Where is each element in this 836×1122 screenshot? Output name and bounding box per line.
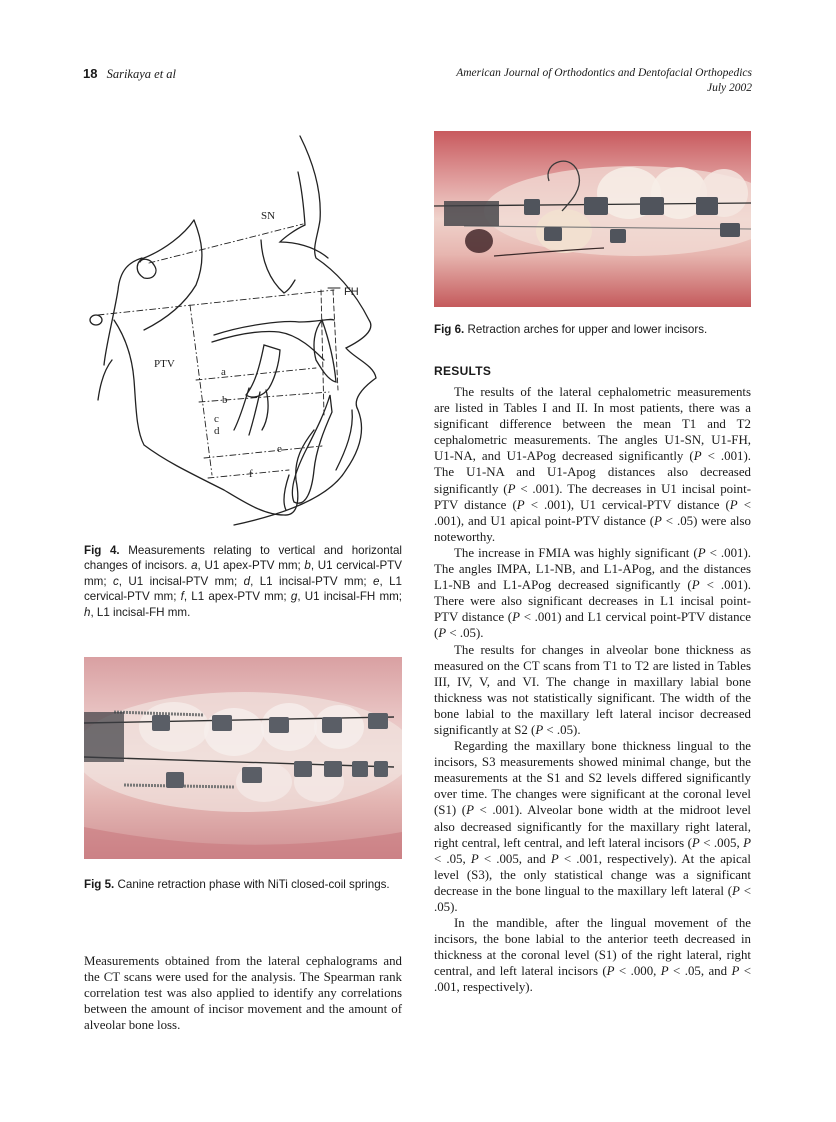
svg-text:f: f	[249, 468, 253, 480]
figure-6-caption-text: Retraction arches for upper and lower incisors.	[467, 323, 708, 336]
results-paragraph-3: The results for changes in alveolar bone thickness as measured on the CT scans from T1 to T2 are listed in Tables III, IV, V, and VI. The change in maxillary labial bone thickness was not statistically significant. The width of the bone labial to the maxillary left lateral incisor decreased significantly at S2 (P < .05).	[434, 642, 751, 737]
svg-text:d: d	[214, 425, 220, 437]
issue-date: July 2002	[706, 82, 752, 94]
methods-continuation-paragraph: Measurements obtained from the lateral cephalograms and the CT scans were used for the analysis. The Spearman rank correlation test was also applied to identify any correlations between the amount of incisor movement and the amount of alveolar bone loss.	[84, 954, 402, 1033]
svg-text:a: a	[221, 366, 226, 378]
figure-5-label: Fig 5.	[84, 878, 115, 891]
results-paragraph-4: Regarding the maxillary bone thickness lingual to the incisors, S3 measurements showed minimal change, but the measurements at the S1 and S2 levels differed significantly over time. The changes were significant at the coronal level (S1) (P < .001). Alveolar bone width at the midroot level also decreased significantly for the maxillary right lateral, right central, left central, and left lateral incisors (P < .005, P < .05, P < .005, and P < .001, respectively). At the apical level (S3), the only statistical change was a significant decrease in the bone lingual to the maxillary left lateral (P < .05).	[434, 739, 752, 914]
figure-4-caption	[84, 543, 402, 620]
results-body	[434, 384, 751, 996]
figure-4-caption-text: Measurements relating to vertical and horizontal changes of incisors. a, U1 apex-PTV mm; b, U1 cervical-PTV mm; c, U1 incisal-PTV mm; d, L1 incisal-PTV mm; e, L1 cervical-PTV mm; f, L1 apex-PTV mm; g, U1 incisal-FH mm; h, L1 incisal-FH mm.	[84, 544, 403, 619]
figure-5-caption-text: Canine retraction phase with NiTi closed-coil springs.	[117, 878, 390, 891]
svg-text:c: c	[214, 413, 219, 425]
svg-text:e: e	[277, 443, 282, 455]
figure-4-label: Fig 4.	[84, 544, 120, 557]
svg-text:PTV: PTV	[154, 358, 175, 370]
figure-6-caption	[434, 322, 754, 337]
results-paragraph-2: The increase in FMIA was highly significant (P < .001). The angles IMPA, L1-NB, and L1-APog, and the distances L1-NB and L1-APog decreased significantly (P < .001). There were also significant decreases in L1 incisal point-PTV distance (P < .001) and L1 cervical point-PTV distance (P < .05).	[434, 545, 752, 641]
results-paragraph-5: In the mandible, after the lingual movement of the incisors, the bone labial to the anterior teeth decreased in thickness at the coronal level (S1) of the right lateral, right central, and left lateral incisors (P < .000, P < .05, and P < .001, respectively).	[434, 916, 751, 995]
figure-6-photo	[434, 131, 751, 307]
figure-4-cephalometric-tracing	[84, 130, 404, 530]
authors: Sarikaya et al	[106, 67, 177, 81]
figure-6-label: Fig 6.	[434, 323, 465, 336]
svg-text:b: b	[222, 394, 228, 406]
figure-5-caption	[84, 877, 402, 892]
page-number: 18	[83, 66, 98, 81]
results-heading: RESULTS	[434, 364, 492, 378]
running-header-right	[456, 66, 752, 96]
figure-5-photo	[84, 657, 402, 859]
results-paragraph-1: The results of the lateral cephalometric measurements are listed in Tables I and II. In most patients, there was a significant difference between the mean T1 and T2 cephalometric measurements. The angles U1-SN, U1-FH, U1-NA, and U1-APog decreased significantly (P < .001). The U1-NA and U1-Apog distances also decreased significantly (P < .001). The decreases in U1 incisal point-PTV distance (P < .001), U1 cervical-PTV distance (P < .001), and U1 apical point-PTV distance (P < .05) were also noteworthy.	[434, 385, 751, 544]
journal-title: American Journal of Orthodontics and Dentofacial Orthopedics	[456, 67, 752, 79]
svg-text:SN: SN	[261, 210, 276, 222]
svg-text:FH: FH	[344, 286, 359, 298]
running-header-left	[83, 66, 176, 82]
